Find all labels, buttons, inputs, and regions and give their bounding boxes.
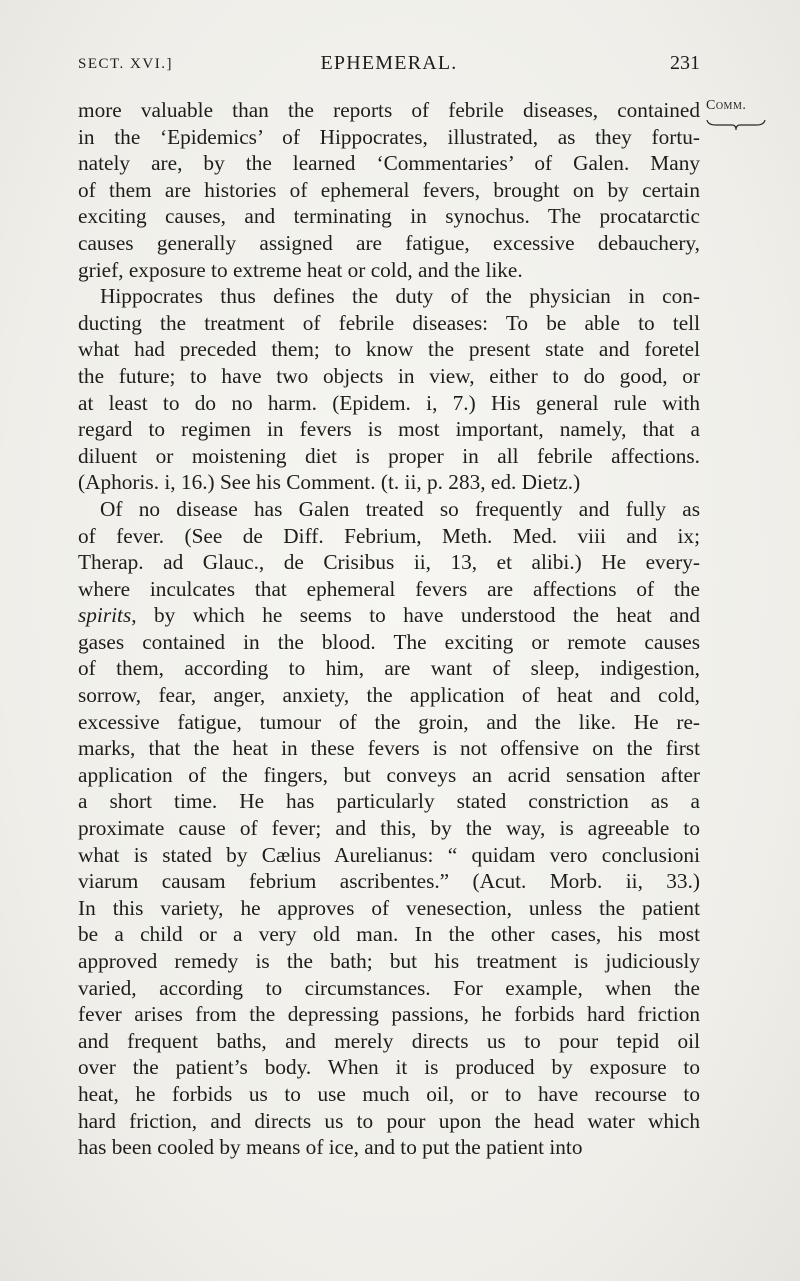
text-line: of them, according to him, are want of sleep, indigestion, (78, 656, 700, 681)
text-line: heat, he forbids us to use much oil, or to have recourse to (78, 1081, 700, 1106)
text-line: more valuable than the reports of febrile diseases, contained (78, 98, 700, 122)
text-line: the future; to have two objects in view, either to do good, or (78, 363, 700, 388)
text-line: In this variety, he approves of venesection, unless the patient (78, 895, 700, 920)
text-line: gases contained in the blood. The exciting or remote causes (78, 629, 700, 654)
text-line: has been cooled by means of ice, and to put the patient into (78, 1135, 583, 1160)
text-line: approved remedy is the bath; but his treatment is judiciously (78, 949, 700, 973)
running-header (78, 52, 700, 82)
text-line: fever arises from the depressing passions, he forbids hard friction (78, 1002, 700, 1027)
paragraph (78, 97, 700, 283)
text-line: what is stated by Cælius Aurelianus: “ quidam vero conclusioni (78, 842, 700, 867)
paragraph (78, 496, 700, 1161)
text-line: what had preceded them; to know the present state and foretel (78, 337, 700, 362)
text-line: ducting the treatment of febrile diseases: To be able to tell (78, 310, 700, 335)
margin-brace-icon (706, 118, 766, 132)
text-line: of them are histories of ephemeral fevers, brought on by certain (78, 177, 700, 202)
text-line: in the ‘Epidemics’ of Hippocrates, illustrated, as they fortu- (78, 124, 700, 149)
text-line: grief, exposure to extreme heat or cold, and the like. (78, 257, 523, 282)
text-line: over the patient’s body. When it is produced by exposure to (78, 1055, 700, 1080)
text-line: at least to do no harm. (Epidem. i, 7.) His general rule with (78, 390, 700, 415)
text-line: varied, according to circumstances. For example, when the (78, 975, 700, 1000)
text-line: a short time. He has particularly stated constriction as a (78, 789, 700, 814)
text-line: nately are, by the learned ‘Commentaries’ of Galen. Many (78, 151, 700, 176)
margin-note: Comm. (706, 98, 747, 113)
text-line: causes generally assigned are fatigue, excessive debauchery, (78, 230, 700, 255)
text-line: exciting causes, and terminating in synochus. The procatarctic (78, 204, 700, 229)
text-line: Of no disease has Galen treated so frequently and fully as (100, 496, 700, 521)
text-line: and frequent baths, and merely directs us to pour tepid oil (78, 1028, 700, 1053)
text-line: excessive fatigue, tumour of the groin, and the like. He re- (78, 709, 700, 734)
text-line: Therap. ad Glauc., de Crisibus ii, 13, et alibi.) He every- (78, 550, 700, 575)
text-line: marks, that the heat in these fevers is not offensive on the first (78, 736, 700, 761)
text-line: of fever. (See de Diff. Febrium, Meth. Med. viii and ix; (78, 523, 700, 548)
text-line: (Aphoris. i, 16.) See his Comment. (t. ii, p. 283, ed. Dietz.) (78, 470, 581, 495)
text-line: diluent or moistening diet is proper in all febrile affections. (78, 443, 700, 468)
page-number: 231 (670, 52, 700, 74)
text-line: be a child or a very old man. In the other cases, his most (78, 922, 700, 947)
text-line: proximate cause of fever; and this, by the way, is agreeable to (78, 816, 700, 841)
text-line: Hippocrates thus defines the duty of the physician in con- (100, 284, 700, 309)
text-line: hard friction, and directs us to pour upon the head water which (78, 1108, 700, 1133)
text-line: application of the fingers, but conveys an acrid sensation after (78, 762, 700, 787)
text-line: spirits, by which he seems to have understood the heat and (78, 603, 700, 628)
text-line: regard to regimen in fevers is most important, namely, that a (78, 417, 700, 442)
text-line: viarum causam febrium ascribentes.” (Acut. Morb. ii, 33.) (78, 869, 700, 894)
text-line: sorrow, fear, anger, anxiety, the application of heat and cold, (78, 683, 700, 708)
page-title: EPHEMERAL. (320, 52, 458, 74)
paragraph (78, 283, 700, 496)
body-text (78, 97, 700, 1161)
section-label: SECT. XVI.] (78, 56, 173, 72)
text-line: where inculcates that ephemeral fevers are affections of the (78, 576, 700, 601)
